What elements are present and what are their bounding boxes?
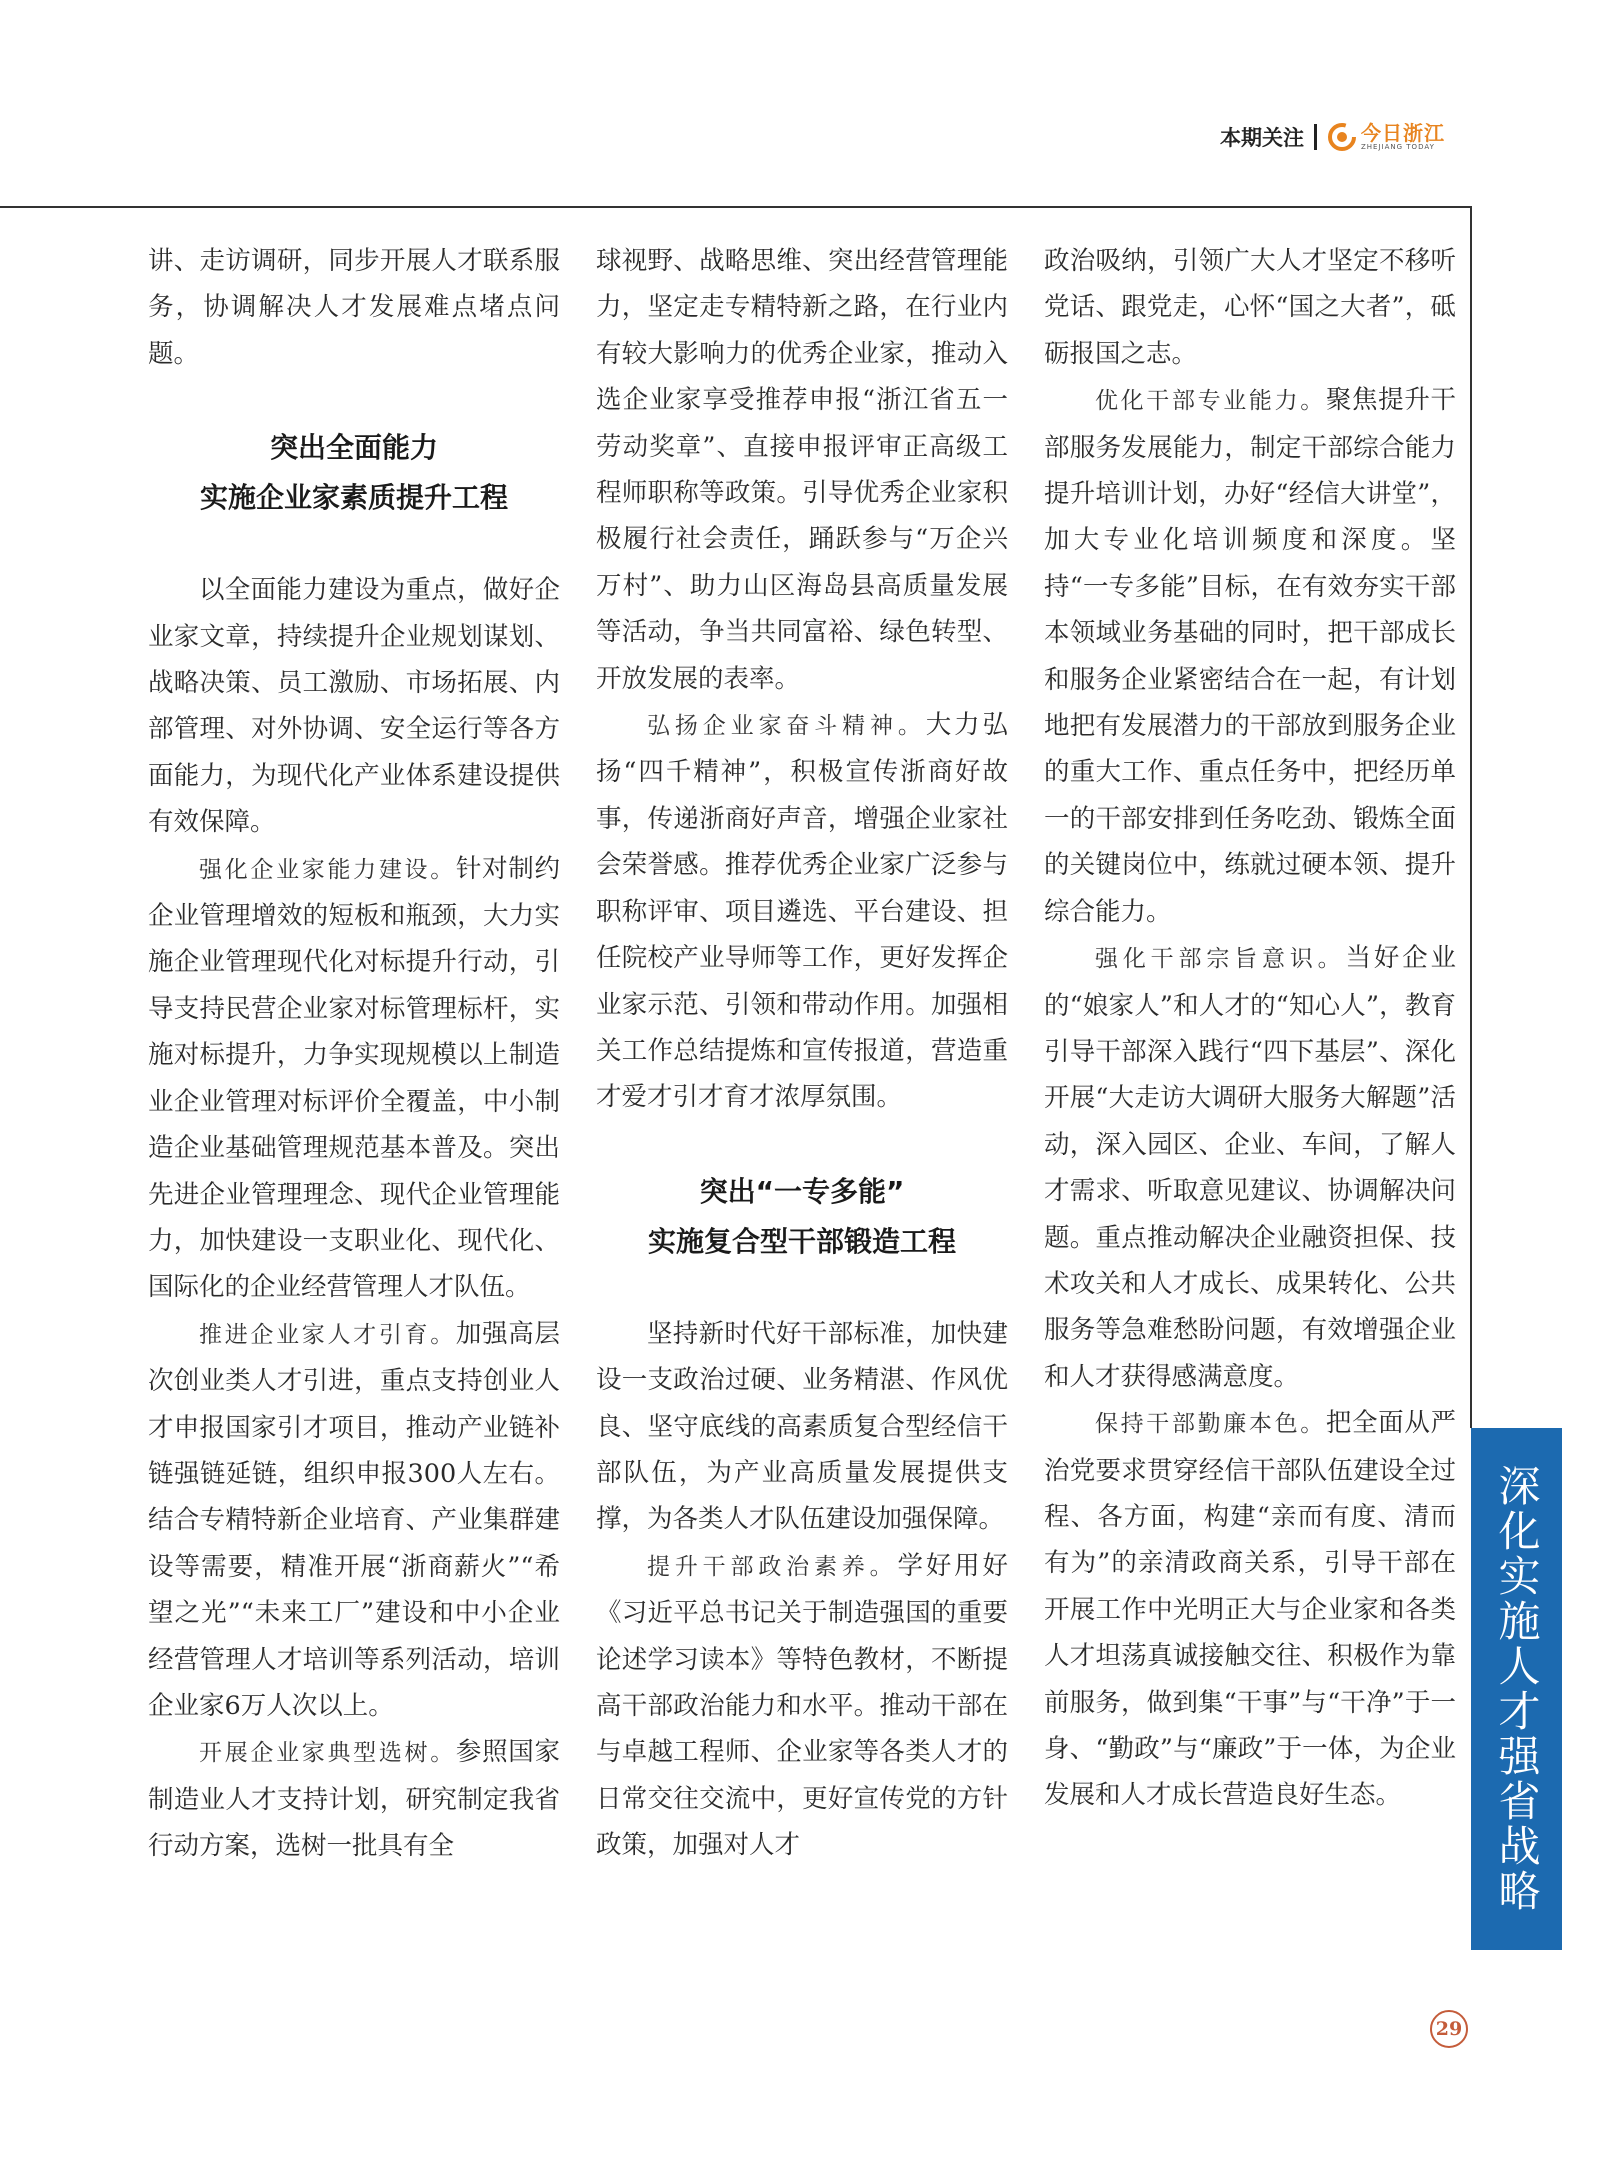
column-1 <box>148 238 560 1870</box>
paragraph: 坚持新时代好干部标准，加快建设一支政治过硬、业务精湛、作风优良、坚守底线的高素质复合型经信干部队伍，为产业高质量发展提供支撑，为各类人才队伍建设加强保障。 <box>596 1318 1008 1535</box>
page-number: 29 <box>1430 2010 1468 2048</box>
paragraph-text: 聚焦提升干部服务发展能力，制定干部综合能力提升培训计划，办好“经信大讲堂”，加大专业化培训频度和深度。坚持“一专多能”目标，在有效夯实干部本领域业务基础的同时，把干部成长和服务企业紧密结合在一起，有计划地把有发展潜力的干部放到服务企业的重大工作、重点任务中，把经历单一的干部安排到任务吃劲、锻炼全面的关键岗位中，练就过硬本领、提升综合能力。 <box>1044 385 1456 927</box>
side-tab-label: 深化实施人才强省战略 <box>1492 1464 1542 1914</box>
section-side-tab <box>1471 1428 1562 1950</box>
paragraph <box>148 846 560 1311</box>
paragraph-lead: 强化干部宗旨意识。 <box>1095 946 1346 973</box>
paragraph-lead: 弘扬企业家奋斗精神。 <box>647 713 926 740</box>
paragraph <box>596 702 1008 1121</box>
logo-swirl-icon <box>1327 122 1357 152</box>
paragraph <box>596 1543 1008 1869</box>
paragraph <box>1044 377 1456 935</box>
paragraph-text: 学好用好《习近平总书记关于制造强国的重要论述学习读本》等特色教材，不断提高干部政治能力和水平。推动干部在与卓越工程师、企业家等各类人才的日常交往交流中，更好宣传党的方针政策，加强对人才 <box>596 1550 1008 1861</box>
heading-line: 突出“一专多能” <box>699 1174 905 1208</box>
logo-chinese: 今日浙江 <box>1361 120 1445 145</box>
frame-top-rule <box>0 206 1470 208</box>
logo-english: ZHEJIANG TODAY <box>1361 142 1435 151</box>
paragraph <box>1044 1400 1456 1819</box>
magazine-logo <box>1327 122 1445 152</box>
heading-line: 实施复合型干部锻造工程 <box>647 1224 956 1258</box>
page-header <box>1220 112 1480 162</box>
heading-line: 突出全面能力 <box>269 431 438 465</box>
paragraph-lead: 推进企业家人才引育。 <box>199 1321 456 1348</box>
paragraph-text: 把全面从严治党要求贯穿经信干部队伍建设全过程、各方面，构建“亲而有度、清而有为”的亲清政商关系，引导干部在开展工作中光明正大与企业家和各类人才坦荡真诚接触交往、积极作为靠前服务，做到集“干事”与“干净”于一身、“勤政”与“廉政”于一体，为企业发展和人才成长营造良好生态。 <box>1044 1408 1456 1811</box>
paragraph <box>1044 935 1456 1400</box>
paragraph-lead: 开展企业家典型选树。 <box>199 1740 456 1767</box>
paragraph <box>148 1311 560 1730</box>
paragraph-text: 大力弘扬“四千精神”，积极宣传浙商好故事，传递浙商好声音，增强企业家社会荣誉感。推荐优秀企业家广泛参与职称评审、项目遴选、平台建设、担任院校产业导师等工作，更好发挥企业家示范、引领和带动作用。加强相关工作总结提炼和宣传报道，营造重才爱才引才育才浓厚氛围。 <box>596 710 1008 1113</box>
section-title: 本期关注 <box>1220 126 1304 150</box>
paragraph: 政治吸纳，引领广大人才坚定不移听党话、跟党走，心怀“国之大者”，砥砺报国之志。 <box>1044 246 1456 369</box>
paragraph-text: 加强高层次创业类人才引进，重点支持创业人才申报国家引才项目，推动产业链补链强链延链，组织申报300人左右。结合专精特新企业培育、产业集群建设等需要，精准开展“浙商薪火”“希望之光”“未来工厂”建设和中小企业经营管理人才培训等系列活动，培训企业家6万人次以上。 <box>148 1318 560 1721</box>
section-heading <box>148 423 560 523</box>
heading-line: 实施企业家素质提升工程 <box>199 481 508 515</box>
paragraph-text: 针对制约企业管理增效的短板和瓶颈，大力实施企业管理现代化对标提升行动，引导支持民营企业家对标管理标杆，实施对标提升，力争实现规模以上制造业企业管理对标评价全覆盖，中小制造企业基础管理规范基本普及。突出先进企业管理理念、现代企业管理能力，加快建设一支职业化、现代化、国际化的企业经营管理人才队伍。 <box>148 853 560 1303</box>
frame-right-rule <box>1470 206 1472 1428</box>
paragraph <box>148 1729 560 1869</box>
paragraph: 讲、走访调研，同步开展人才联系服务，协调解决人才发展难点堵点问题。 <box>148 246 560 369</box>
header-divider <box>1314 124 1317 150</box>
column-3 <box>1044 238 1456 1819</box>
paragraph-lead: 强化企业家能力建设。 <box>199 856 456 883</box>
section-heading <box>596 1167 1008 1267</box>
paragraph-lead: 提升干部政治素养。 <box>647 1553 898 1580</box>
paragraph: 以全面能力建设为重点，做好企业家文章，持续提升企业规划谋划、战略决策、员工激励、市场拓展、内部管理、对外协调、安全运行等各方面能力，为现代化产业体系建设提供有效保障。 <box>148 575 560 838</box>
paragraph-text: 当好企业的“娘家人”和人才的“知心人”，教育引导干部深入践行“四下基层”、深化开展“大走访大调研大服务大解题”活动，深入园区、企业、车间，了解人才需求、听取意见建议、协调解决问题。重点推动解决企业融资担保、技术攻关和人才成长、成果转化、公共服务等急难愁盼问题，有效增强企业和人才获得感满意度。 <box>1044 943 1456 1392</box>
paragraph-text: 参照国家制造业人才支持计划，研究制定我省行动方案，选树一批具有全 <box>148 1737 560 1862</box>
paragraph: 球视野、战略思维、突出经营管理能力，坚定走专精特新之路，在行业内有较大影响力的优秀企业家，推动入选企业家享受推荐申报“浙江省五一劳动奖章”、直接申报评审正高级工程师职称等政策。引导优秀企业家积极履行社会责任，踊跃参与“万企兴万村”、助力山区海岛县高质量发展等活动，争当共同富裕、绿色转型、开放发展的表率。 <box>596 246 1008 694</box>
column-2 <box>596 238 1008 1869</box>
paragraph-lead: 优化干部专业能力。 <box>1095 388 1326 415</box>
paragraph-lead: 保持干部勤廉本色。 <box>1095 1411 1326 1438</box>
